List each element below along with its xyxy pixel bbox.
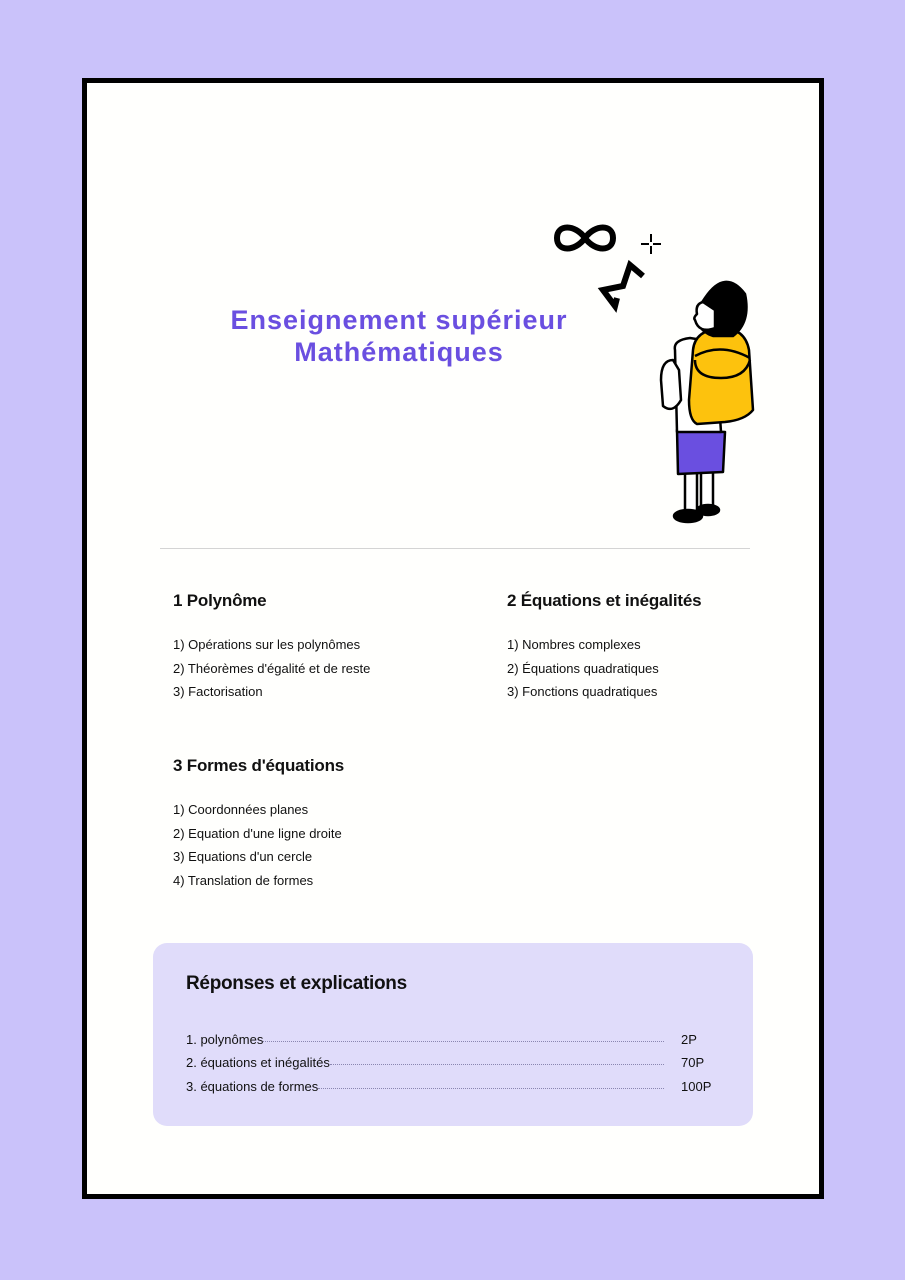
student-illustration xyxy=(545,210,775,530)
toc-row xyxy=(186,1023,716,1047)
list-item: 2) Equation d'une ligne droite xyxy=(173,825,342,841)
section-heading: 1 Polynôme xyxy=(173,591,267,610)
toc-label: 2. équations et inégalités xyxy=(186,1055,330,1070)
list-item: 3) Equations d'un cercle xyxy=(173,849,313,864)
toc-page: 100P xyxy=(681,1078,712,1094)
section-polynome xyxy=(173,591,370,704)
page-title xyxy=(197,304,601,368)
list-item: 4) Translation de formes xyxy=(173,872,314,888)
list-item: 1) Coordonnées planes xyxy=(173,802,309,817)
section-heading: 2 Équations et inégalités xyxy=(507,591,702,610)
toc-row xyxy=(186,1070,716,1094)
toc-label: 3. équations de formes xyxy=(186,1078,319,1094)
title-line-2: Mathématiques xyxy=(294,337,504,367)
section-divider xyxy=(160,548,750,549)
title-line-1: Enseignement supérieur xyxy=(230,305,568,335)
list-item: 3) Factorisation xyxy=(173,684,263,699)
sparkle-icon xyxy=(641,234,661,254)
answers-box xyxy=(153,943,753,1126)
dot-leader xyxy=(330,1064,664,1065)
toc-page: 2P xyxy=(681,1031,697,1047)
answers-toc xyxy=(186,1023,716,1094)
toc-page: 70P xyxy=(681,1055,705,1070)
list-item: 2) Théorèmes d'égalité et de reste xyxy=(173,660,371,676)
document-page xyxy=(82,78,824,1199)
toc-row xyxy=(186,1047,716,1071)
dot-leader xyxy=(263,1041,664,1042)
list-item: 3) Fonctions quadratiques xyxy=(507,684,658,699)
section-equations xyxy=(507,591,701,704)
infinity-icon xyxy=(557,228,613,249)
sigma-icon xyxy=(603,265,643,306)
answers-heading: Réponses et explications xyxy=(186,973,407,994)
list-item: 2) Équations quadratiques xyxy=(507,660,659,676)
toc-label: 1. polynômes xyxy=(186,1031,264,1047)
list-item: 1) Nombres complexes xyxy=(507,637,641,652)
dot-leader xyxy=(318,1088,664,1089)
section-formes xyxy=(173,756,344,892)
section-heading: 3 Formes d'équations xyxy=(173,756,345,775)
list-item: 1) Opérations sur les polynômes xyxy=(173,637,361,652)
